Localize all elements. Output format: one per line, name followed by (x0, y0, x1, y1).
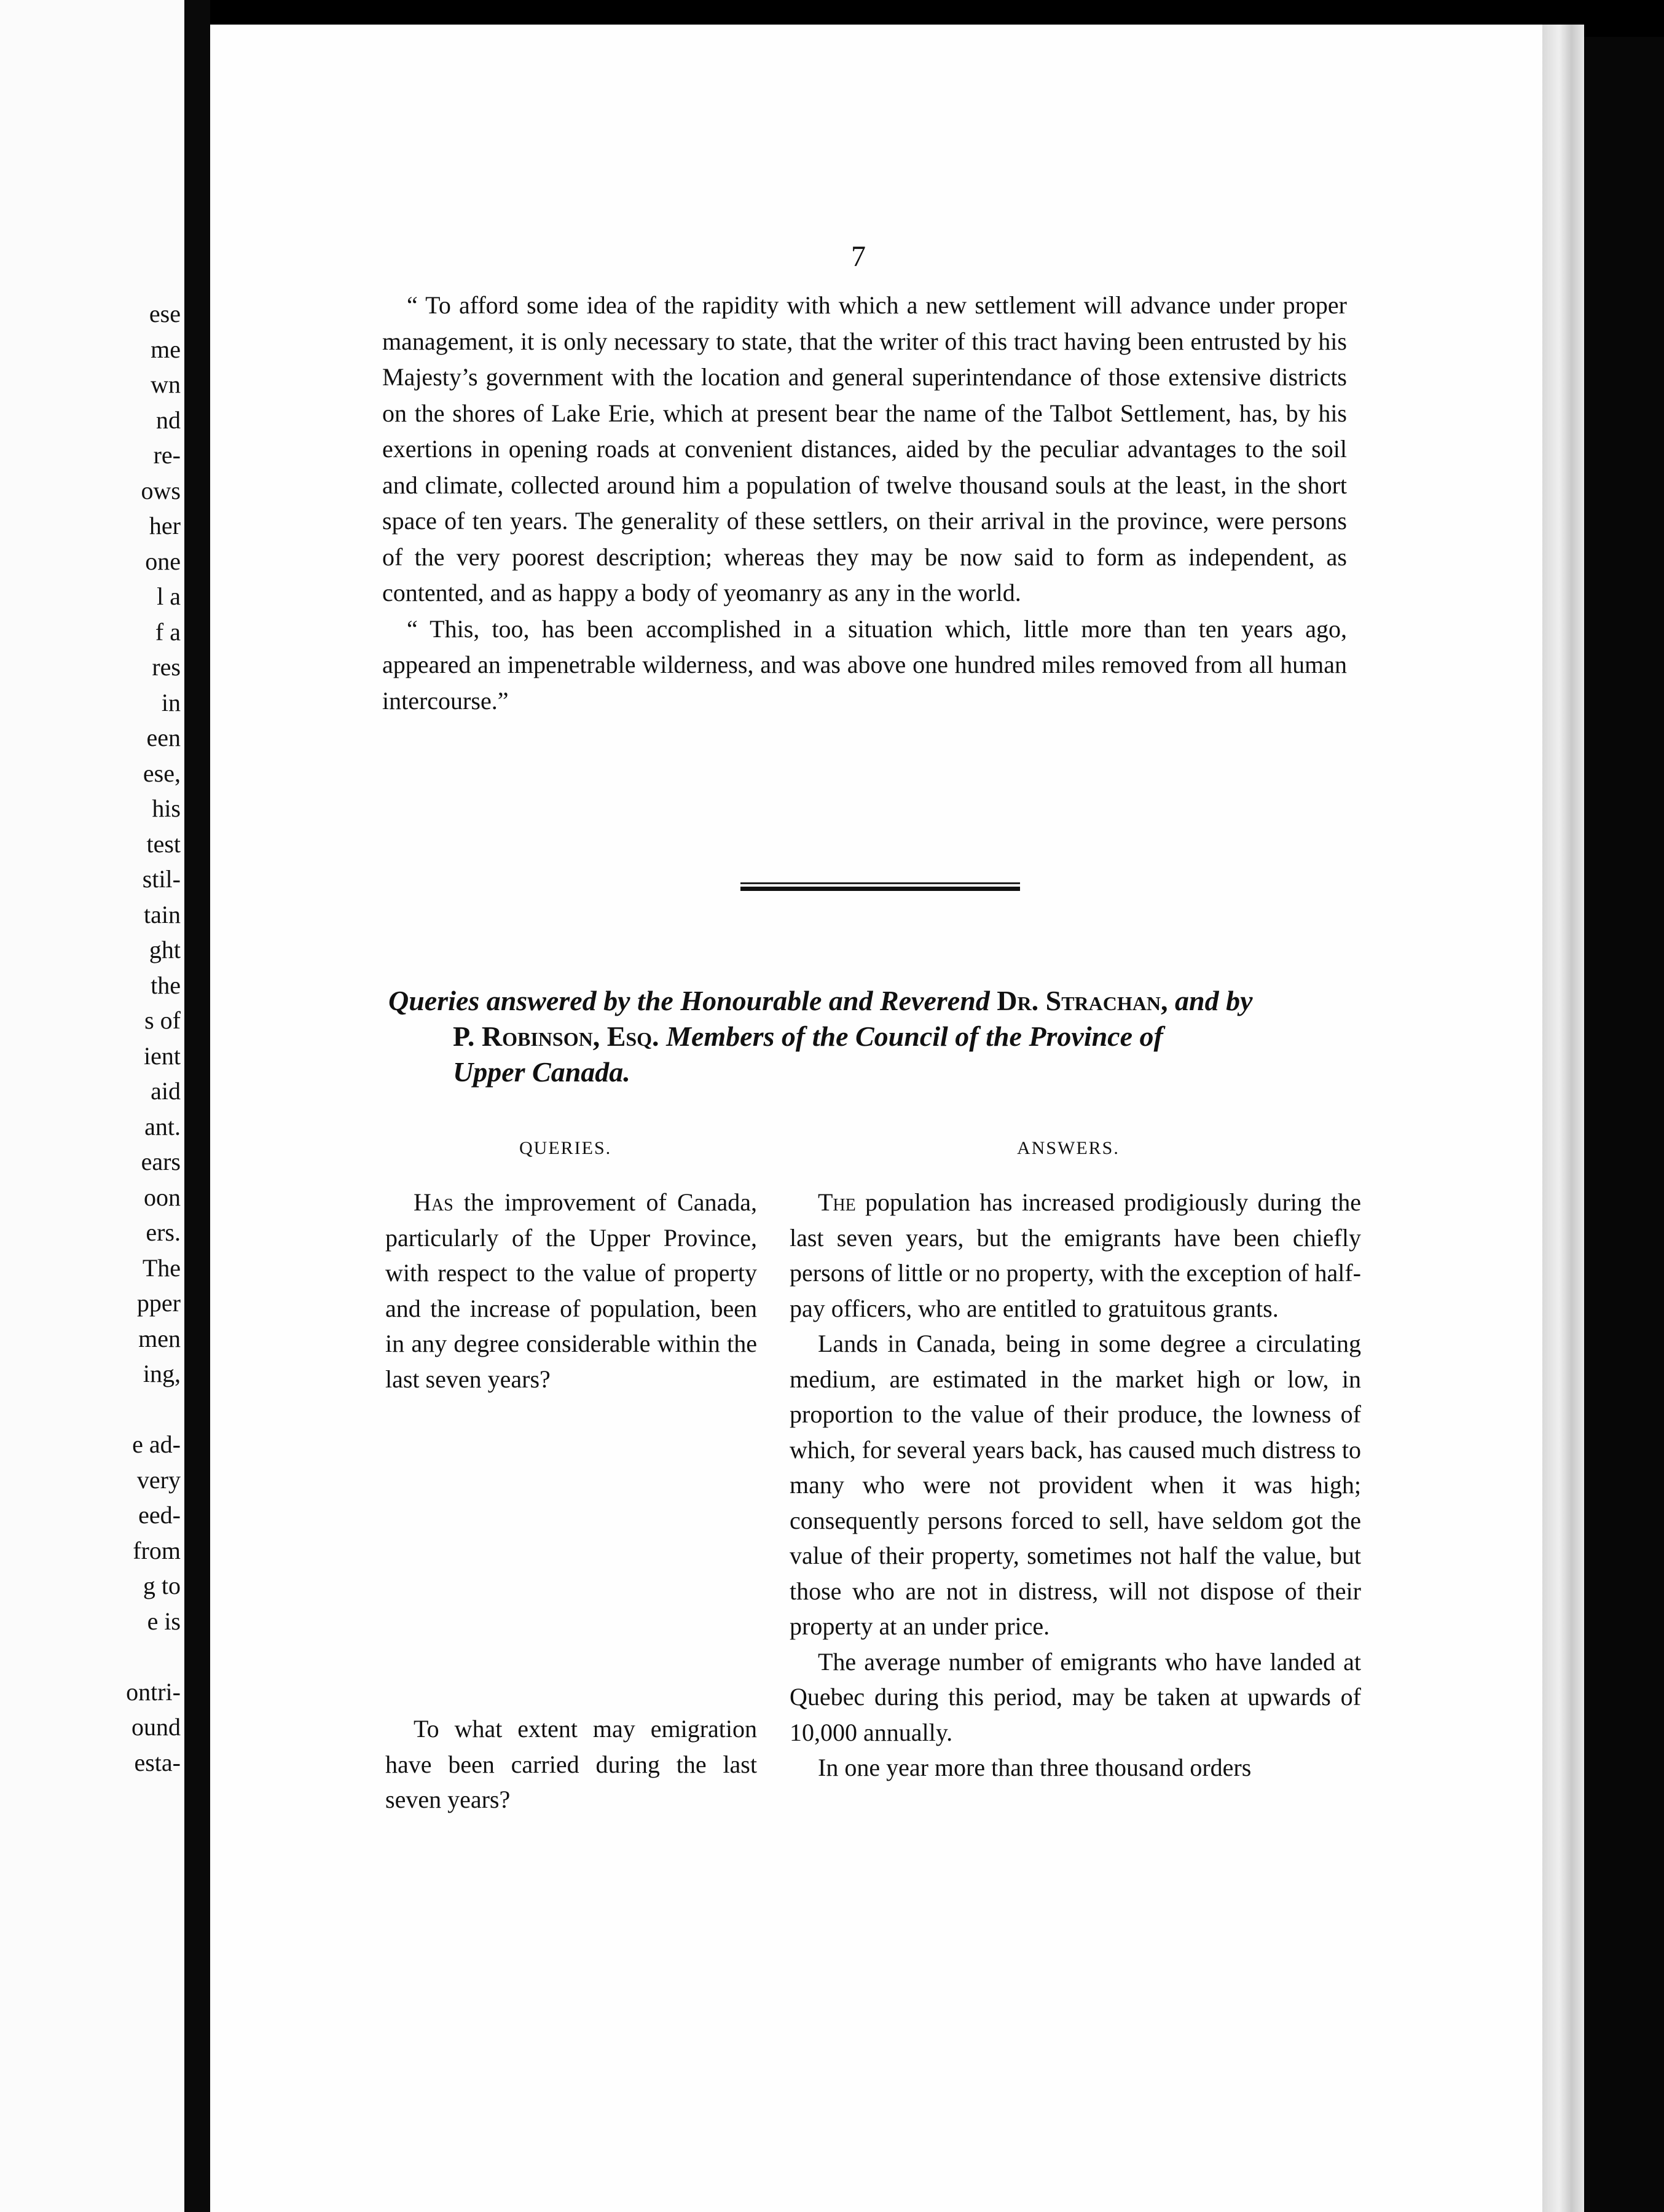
facing-page-fragment: ese (149, 300, 181, 327)
section-heading (388, 983, 1347, 1090)
facing-page-fragment: esta- (134, 1748, 181, 1776)
facing-page-fragment: men (138, 1324, 181, 1352)
book-gutter (184, 0, 210, 2212)
answer-4 (790, 1750, 1361, 1786)
facing-page-fragment: eed- (138, 1501, 181, 1529)
facing-page-fragment: ese, (143, 759, 181, 787)
facing-page-fragment: e ad- (132, 1430, 181, 1458)
facing-page-fragment: ing, (143, 1360, 181, 1387)
answers-block (790, 1185, 1361, 1786)
facing-page-fragment: nd (156, 406, 181, 434)
answer-1 (790, 1185, 1361, 1326)
facing-page-fragment: re- (153, 441, 181, 469)
quoted-passage (382, 288, 1347, 719)
facing-page-fragment: ears (141, 1148, 181, 1175)
facing-page-fragment: me (151, 335, 181, 363)
facing-page-fragment: een (146, 724, 181, 751)
answer-1-lead: The (818, 1188, 856, 1216)
facing-page-fragment: ows (141, 476, 181, 504)
queries-column-header: QUERIES. (519, 1138, 612, 1158)
answer-2-text: Lands in Canada, being in some degree a circulating medium, are estimated in the market high or low, in proportion to the value of their produce, the lowness of which, for several years back, has caused much distress to many who were not provident when it was high; consequently persons forced to sell, have seldom got the value of their property, sometimes not half the value, but those who are not in distress, will not dispose of their property at an under price. (790, 1330, 1361, 1640)
facing-page-fragment: one (145, 547, 181, 575)
facing-page-fragment: ght (149, 936, 181, 963)
heading-name-2: P. Robinson, Esq. (453, 1021, 659, 1052)
facing-page-fragment: ers. (146, 1218, 181, 1246)
facing-page-fragment: ound (131, 1713, 181, 1741)
facing-page-fragment: ant. (144, 1112, 181, 1140)
facing-page-fragment: from (133, 1536, 181, 1564)
answer-1-text: population has increased prodigiously during the last seven years, but the emigrants have been chiefly persons of little or no property, with the exception of half-pay officers, who are entitled to gratuitous grants. (790, 1188, 1361, 1322)
query-2-text: To what extent may emigration have been carried during the last seven years? (385, 1715, 757, 1813)
facing-page-fragment: e is (147, 1607, 181, 1635)
heading-part-4: Upper Canada. (453, 1056, 630, 1088)
facing-page (0, 0, 184, 2212)
facing-page-fragment: his (152, 794, 181, 822)
facing-page-fragment: aid (151, 1077, 181, 1105)
scan-border (1584, 37, 1664, 2212)
section-divider (740, 882, 1020, 891)
facing-page-fragment: her (149, 512, 181, 539)
facing-page-fragment: test (146, 830, 181, 858)
facing-page-fragment: oon (144, 1183, 181, 1211)
facing-page-fragment: l a (157, 582, 181, 610)
heading-part-1: Queries answered by the Honourable and Reverend (388, 985, 990, 1016)
facing-page-fragment: in (161, 688, 181, 716)
query-2 (385, 1711, 757, 1818)
facing-page-fragment: ient (144, 1041, 181, 1070)
facing-page-fragment: ontri- (126, 1677, 181, 1706)
answer-3-text: The average number of emigrants who have landed at Quebec during this period, may be taken at upwards of 10,000 annually. (790, 1647, 1361, 1746)
facing-page-fragment: g to (143, 1572, 181, 1599)
facing-page-fragment: The (142, 1253, 181, 1282)
facing-page-fragment: very (136, 1465, 181, 1494)
page-edge (1542, 25, 1584, 2212)
heading-part-3: Members of the Council of the Province of (666, 1021, 1163, 1052)
facing-page-fragment: the (151, 971, 181, 999)
page-number: 7 (851, 240, 866, 273)
facing-page-fragment: s of (144, 1006, 181, 1034)
facing-page-fragment: pper (136, 1289, 181, 1317)
facing-page-fragment: stil- (142, 865, 181, 893)
quote-paragraph-2: “ This, too, has been accomplished in a situation which, little more than ten years ago, appeared an impenetrable wilderness, and was above one hundred miles removed from all human intercourse.” (382, 614, 1347, 715)
answer-4-text: In one year more than three thousand orders (818, 1754, 1252, 1781)
answer-2 (790, 1326, 1361, 1644)
quote-paragraph-1: “ To afford some idea of the rapidity with which a new settlement will advance under proper management, it is only necessary to state, that the writer of this tract having been entrusted by his Majesty’s government with the location and general superintendance of those extensive districts on the shores of Lake Erie, which at present bear the name of the Talbot Settlement, has, by his exertions in opening roads at convenient distances, aided by the peculiar advantages to the soil and climate, collected around him a population of twelve thousand souls at the least, in the short space of ten years. The generality of these settlers, on their arrival in the province, were persons of the very poorest description; whereas they may be now said to form as independent, as contented, and as happy a body of yeomanry as any in the world. (382, 291, 1347, 606)
facing-page-fragment: tain (144, 900, 181, 928)
query-1-text: the improvement of Canada, particularly of the Upper Province, with respect to the value of property and the increase of population, been in any degree considerable within the last seven years? (385, 1188, 757, 1393)
facing-page-fragment: f a (155, 618, 181, 646)
heading-part-2: and by (1174, 985, 1253, 1016)
query-1-lead: Has (414, 1188, 453, 1216)
answer-3 (790, 1644, 1361, 1751)
query-1 (385, 1185, 757, 1397)
facing-page-fragment: wn (151, 371, 181, 398)
heading-name-1: Dr. Strachan, (997, 985, 1168, 1016)
answers-column-header: ANSWERS. (1017, 1138, 1120, 1158)
facing-page-fragment: res (152, 653, 181, 681)
